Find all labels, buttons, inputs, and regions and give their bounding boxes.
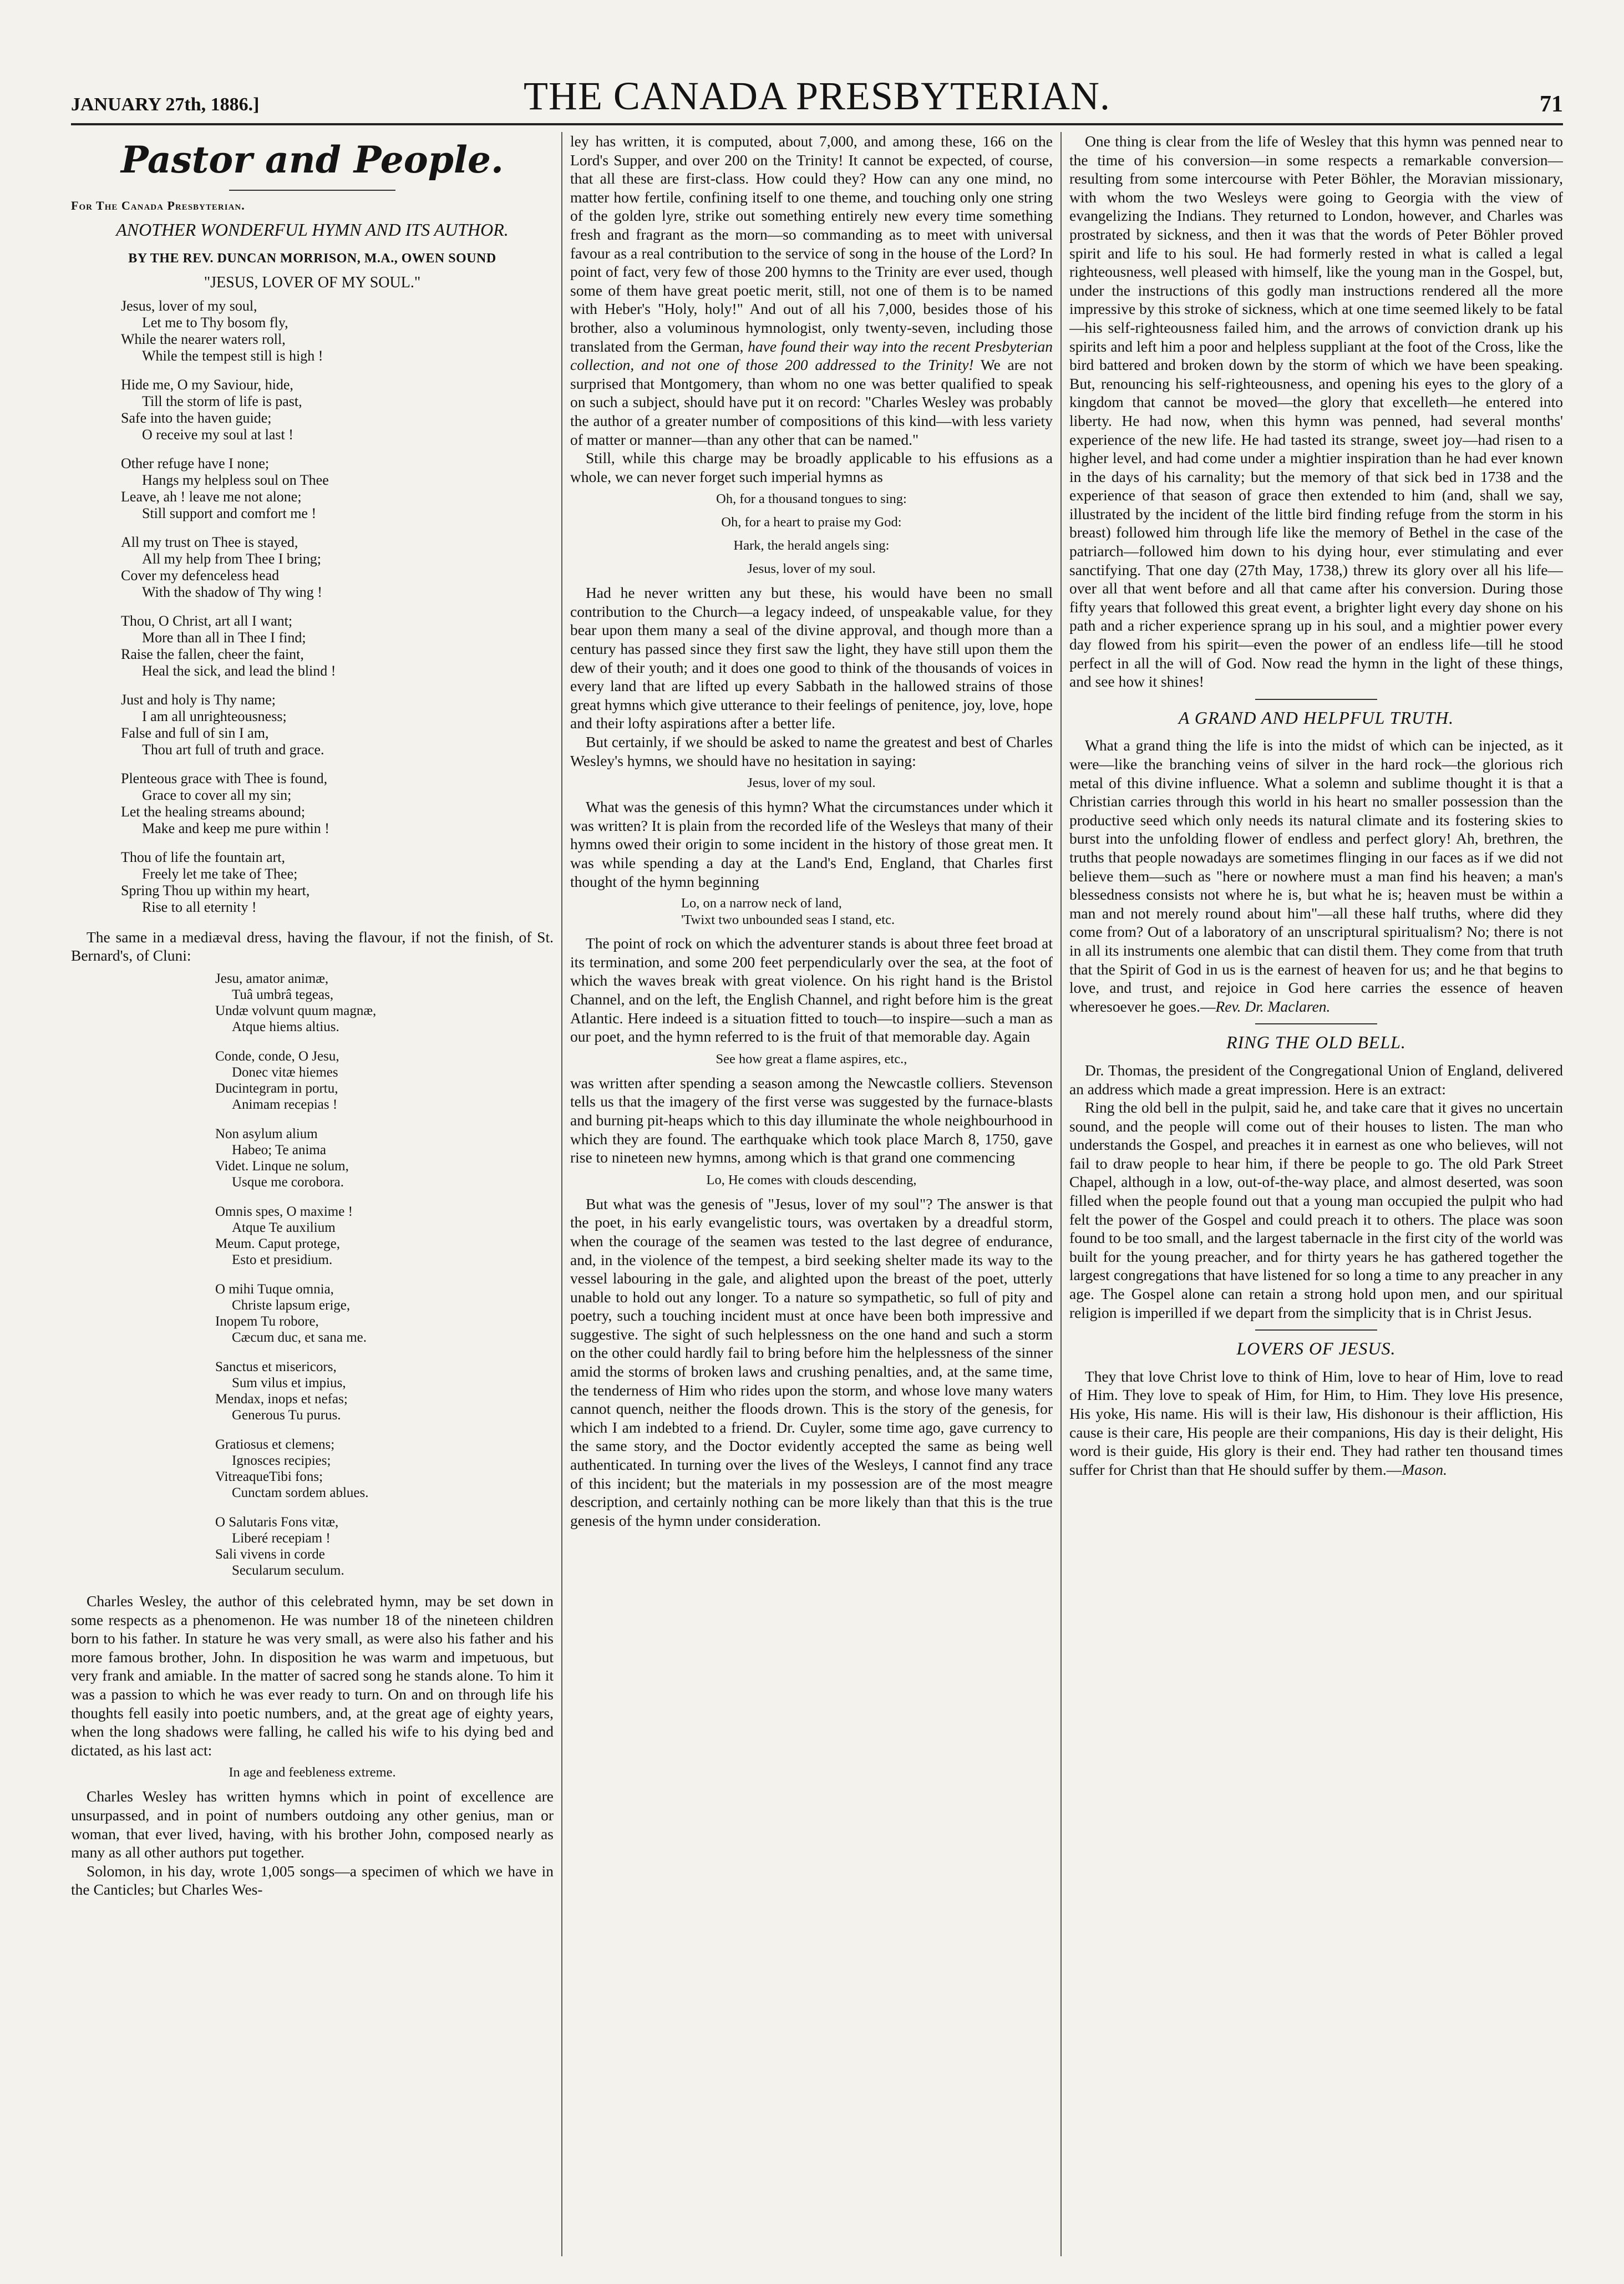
stanza (121, 534, 554, 601)
stanza (215, 1359, 554, 1423)
verse-line: I am all unrighteousness; (142, 708, 287, 724)
verse-line: Non asylum alium (215, 1126, 318, 1141)
verse-line: Let the healing streams abound; (121, 803, 306, 820)
verse-line: Inopem Tu robore, (215, 1313, 319, 1329)
verse-line: Other refuge have I none; (121, 455, 270, 471)
paragraph: But certainly, if we should be asked to name the greatest and best of Charles Wesley's hymns, we should have no hesitation in saying: (570, 733, 1053, 769)
stanza (215, 1048, 554, 1113)
verse-line: Omnis spes, O maxime ! (215, 1204, 353, 1219)
verse-line: Sum vilus et impius, (232, 1375, 346, 1390)
article-heading: LOVERS OF JESUS. (1236, 1338, 1396, 1359)
author-signature: Mason. (1402, 1460, 1448, 1478)
verse-line: Raise the fallen, cheer the faint, (121, 646, 304, 662)
verse-line: All my trust on Thee is stayed, (121, 534, 298, 550)
page-number: 71 (1540, 92, 1563, 117)
verse-line: Spring Thou up within my heart, (121, 882, 310, 899)
verse-line: Let me to Thy bosom fly, (142, 314, 288, 331)
masthead (71, 67, 1563, 128)
stanza (121, 455, 554, 522)
verse-line: Freely let me take of Thee; (142, 865, 298, 882)
italic-text: have found their way into the recent Presbyterian collection, and not one of those 200 addressed to the Trinity! (570, 337, 1053, 374)
paragraph: Ring the old bell in the pulpit, said he, and take care that it gives no uncertain sound, and the people will come out of their houses to listen. The man who understands the Gospel, and preaches it in earnest as one who believes, will not fail to draw people to hear him, if there be people to go. The old Park Street Chapel, although in a low, out-of-the-way place, and almost deserted, was soon filled when the people found out that a young man occupied the pulpit who had felt the power of the Gospel and could preach it to others. The place was soon found to be too small, and the largest tabernacle in the first city of the world was built for the young preacher, and for thirty years he has gathered together the largest congregations that have listened for so long a time to any preacher in any age. The Gospel alone can retain a strong hold upon men, and our spiritual religion is imperilled if we depart from the simplicity that is in Christ Jesus. (1069, 1099, 1563, 1321)
verse-line: Cæcum duc, et sana me. (232, 1329, 367, 1345)
stanza (215, 1281, 554, 1346)
verse-line: Sali vivens in corde (215, 1546, 325, 1562)
latin-stanzas (71, 971, 554, 1579)
latin-intro: The same in a mediæval dress, having the flavour, if not the finish, of St. Bernard's, of Cluni: (71, 928, 554, 965)
verse-line: 'Twixt two unbounded seas I stand, etc. (681, 912, 895, 928)
text-run: They that love Christ love to think of Him, love to hear of Him, love to read of Him. They love to speak of Him, for Him, to Him. They love His presence, His yoke, His name. His will is their law, His dishonour is their affliction, His cause is their care, His people are their companions, His day is their delight, His word is their guide, His glory is their end. They had rather ten thousand times suffer for Christ than that He should suffer by them.— (1069, 1367, 1563, 1478)
paragraph: Dr. Thomas, the president of the Congregational Union of England, delivered an address which made a great impression. Here is an extract: (1069, 1061, 1563, 1098)
article-heading: RING THE OLD BELL. (1226, 1032, 1406, 1053)
column-divider (1060, 132, 1062, 2256)
verse-line: Lo, on a narrow neck of land, (681, 896, 842, 911)
verse-line: With the shadow of Thy wing ! (142, 583, 322, 600)
verse-line: Atque hiems altius. (232, 1019, 339, 1034)
quoted-verse (681, 895, 1053, 928)
paragraph: One thing is clear from the life of Wesley that this hymn was penned near to the time of his conversion—in some respects a remarkable conversion—resulting from some intercourse with Peter Böhler, the Moravian missionary, with whom the two Wesleys were going to Georgia with the view of evangelizing the Indians. They returned to London, however, and Charles was prostrated by sickness, and then it was that the words of Peter Böhler proved spirit and life to his soul. He had formerly rested in what is called a legal righteousness, well pleased with himself, like the young man in the Gospel, but, under the instructions of this godly man instructions rendered all the more impressive by this stroke of sickness, which at one time seemed likely to be fatal—his self-righteousness failed him, and the arrows of conviction drank up his spirits and left him a poor and helpless suppliant at the foot of the Cross, like the bird battered and broken down by the storm of which we have been speaking. But, renouncing his self-righteousness, and opening his eyes to the glory of a kingdom that cannot be moved—the glory that excelleth—he entered into liberty. He had now, when this hymn was penned, had several months' experience of the new life. He had tasted its strange, sweet joy—had risen to a higher level, and had come under a mightier inspiration than he had ever known in the days of his carnality; but the memory of that sick bed in 1738 and the experience of that season of grace then extended to him (and, shall we say, illustrated by the incident of the little bird finding refuge from the storm in his breast) followed him through life like the memory of Bethel in the case of the patriarch—followed him down to his dying hour, ever stimulating and ever sanctifying. That one day (27th May, 1738,) threw its glory over all his life—over all that went before and all that came after his conversion. During those fifty years that followed this great event, a brighter light every day shone on his path and a richer experience sprang up in his soul, and a mightier power every day flowed from his spirit—even the power of an endless life—till he stood perfect in all the will of God. Now read the hymn in the light of these things, and see how it shines! (1069, 133, 1563, 691)
paragraph: Charles Wesley has written hymns which in point of excellence are unsurpassed, and in point of numbers outdoing any other genius, man or woman, that ever lived, having, with his brother John, composed nearly as many as all other authors put together. (71, 1788, 554, 1861)
stanza (215, 1437, 554, 1501)
verse-line: Liberé recepiam ! (232, 1530, 331, 1546)
paragraph: But what was the genesis of "Jesus, lover of my soul"? The answer is that the poet, in his early evangelistic tours, was overtaken by a dreadful storm, when the courage of the seamen was tested to the last degree of endurance, and, in the violence of the tempest, a bird seeking shelter made its way to the vessel labouring in the gale, and alighted upon the breast of the poet, utterly unable to hold out any longer. To a nature so sympathetic, so full of pity and poetry, such a touching incident must at once have been both impressive and suggestive. The sight of such helplessness on the one hand and such a storm on the other could hardly fail to bring before him the helplessness of the sinner amid the storms of broken laws and crushing penalties, and, at the same time, the tenderness of Him who rides upon the storm, and whose love many waters cannot quench, neither the floods drown. This is the story of the genesis, for which I am indebted to a friend. Dr. Cuyler, some time ago, gave currency to the same story, and the Doctor evidently accepted the same as being well authenticated. In turning over the lives of the Wesleys, I cannot find any trace of this incident; but the materials in my possession are of the most meagre description, and certainly nothing can be more likely than that this is the true genesis of the hymn under consideration. (570, 1195, 1053, 1529)
divider (1255, 1023, 1377, 1024)
verse-line: Just and holy is Thy name; (121, 691, 276, 708)
divider (1255, 1329, 1377, 1331)
paragraph: Still, while this charge may be broadly applicable to his effusions as a whole, we can never forget such imperial hymns as (570, 449, 1053, 485)
verse-line: Hide me, O my Saviour, hide, (121, 376, 293, 393)
verse-line: Gratiosus et clemens; (215, 1437, 335, 1452)
verse-line: Heal the sick, and lead the blind ! (142, 662, 336, 679)
paragraph: Solomon, in his day, wrote 1,005 songs—a specimen of which we have in the Canticles; but Charles Wes- (71, 1862, 554, 1899)
stanza (215, 971, 554, 1035)
paragraph: Had he never written any but these, his would have been no small contribution to the Church—a legacy indeed, of unspeakable value, for they bear upon them many a seal of the divine approval, and though more than a century has passed since they first saw the light, they have still upon them the dew of their youth; and it does one good to think of the thousands of voices in every land that are lifted up every Sabbath in the hallowed strains of those great hymns which give utterance to their feelings of penitence, joy, love, hope and their lofty aspirations after a better life. (570, 584, 1053, 732)
verse-line: VitreaqueTibi fons; (215, 1469, 323, 1484)
stanza (121, 770, 554, 837)
verse-line: Usque me corobora. (232, 1174, 344, 1190)
verse-line: Sanctus et misericors, (215, 1359, 337, 1374)
verse-line: Jesus, lover of my soul, (121, 297, 257, 314)
paragraph: Charles Wesley, the author of this celebrated hymn, may be set down in some respects as a phenomenon. He was number 18 of the nineteen children born to his father. In stature he was very small, as were also his father and his more famous brother, John. In disposition he was warm and impetuous, but very frank and amiable. In the matter of sacred song he stands alone. To him it was a passion to which he was ever ready to turn. On and on through life his thoughts fell easily into poetic numbers, and, at the great age of eighty years, when the long shadows were falling, he called his wife to his dying bed and dictated, as his last act: (71, 1592, 554, 1759)
text-run: ley has written, it is computed, about 7,000, and among these, 166 on the Lord's Supper, and over 200 on the Trinity! It cannot be expected, of course, that all these are first-class. How could they? How can any one mind, no matter how fertile, confining itself to one theme, and touching only one string of the golden lyre, strike out something entirely new every time something fresh and fragrant as the morn—so commanding as to meet with universal favour as a real contribution to the service of song in the house of the Lord? In point of fact, very few of those 200 hymns to the Trinity are ever used, though some of them have great poetic merit, still, not one of them is to be named with Heber's "Holy, holy!" And out of all his 7,000, besides those of his brother, also a voluminous hymnologist, only twenty-seven, including those translated from the German, (570, 133, 1053, 355)
column-2 (570, 132, 1053, 2273)
newspaper-title: THE CANADA PRESBYTERIAN. (523, 74, 1111, 118)
stanza (121, 298, 554, 364)
verse-line: Hangs my helpless soul on Thee (142, 471, 329, 488)
verse-line: Make and keep me pure within ! (142, 820, 329, 836)
stanza (121, 849, 554, 916)
quoted-line: Lo, He comes with clouds descending, (706, 1172, 917, 1187)
verse-line: Till the storm of life is past, (142, 393, 302, 409)
verse-line: Generous Tu purus. (232, 1407, 341, 1423)
verse-line: Cover my defenceless head (121, 567, 280, 583)
text-run: We are not surprised that Montgomery, than whom no one was better qualified to speak on such a subject, should have put it on record: "Charles Wesley was probably the author of a greater number of compositions of this kind—with less variety of matter or manner—than any other that can be named." (570, 356, 1053, 448)
column-1 (71, 132, 554, 2273)
verse-line: O Salutaris Fons vitæ, (215, 1514, 339, 1530)
paragraph (1069, 1367, 1563, 1479)
stanza (121, 692, 554, 758)
stanza (121, 613, 554, 679)
verse-line: Esto et presidium. (232, 1252, 333, 1267)
verse-line: Thou of life the fountain art, (121, 849, 286, 865)
masthead-rule (71, 123, 1563, 125)
issue-date: JANUARY 27th, 1886.] (71, 94, 260, 115)
hymn-stanzas (71, 298, 554, 916)
verse-line: Thou, O Christ, art all I want; (121, 612, 293, 629)
quoted-line: Jesus, lover of my soul. (747, 775, 876, 791)
verse-line: Rise to all eternity ! (142, 899, 257, 915)
verse-line: Animam recepias ! (232, 1097, 338, 1112)
verse-line: Cunctam sordem ablues. (232, 1485, 369, 1500)
column-divider (561, 132, 562, 2256)
verse-line: All my help from Thee I bring; (142, 550, 322, 567)
column-3 (1069, 132, 1563, 2273)
verse-line: Meum. Caput protege, (215, 1236, 340, 1251)
quoted-line: Hark, the herald angels sing: (733, 538, 890, 554)
article-title: ANOTHER WONDERFUL HYMN AND ITS AUTHOR. (116, 219, 509, 240)
verse-line: Still support and comfort me ! (142, 505, 317, 521)
paragraph: was written after spending a season among the Newcastle colliers. Stevenson tells us that the imagery of the first verse was suggested by the furnace-blasts and burning pit-heaps which to this day illuminate the whole neighbourhood in which they are found. The earthquake which took place March 8, 1750, gave rise to nineteen new hymns, among which is that grand one commencing (570, 1074, 1053, 1166)
verse-line: Donec vitæ hiemes (232, 1064, 338, 1080)
verse-line: Ducintegram in portu, (215, 1080, 338, 1096)
paragraph: The point of rock on which the adventurer stands is about three feet broad at its termination, and some 200 feet perpendicularly over the sea, at the foot of which the waves break with great violence. On his right hand is the Bristol Channel, and on the left, the English Channel, and right before him is the great Atlantic. Here indeed is a situation fitted to touch—to inspire—such a man as our poet, and the hymn referred to is the fruit of that memorable day. Again (570, 935, 1053, 1045)
verse-line: Mendax, inops et nefas; (215, 1391, 348, 1407)
divider (229, 190, 395, 191)
author-signature: Rev. Dr. Maclaren. (1215, 997, 1331, 1015)
paragraph: What was the genesis of this hymn? What the circumstances under which it was written? It is plain from the recorded life of the Wesleys that many of their hymns owed their origin to some incident in the history of those great men. It was while spending a day at the Land's End, England, that Charles first thought of the hymn beginning (570, 798, 1053, 890)
verse-line: False and full of sin I am, (121, 724, 269, 741)
divider (1255, 699, 1377, 700)
verse-line: Jesu, amator animæ, (215, 971, 329, 986)
verse-line: More than all in Thee I find; (142, 629, 306, 646)
quoted-line: Oh, for a thousand tongues to sing: (716, 491, 907, 507)
section-heading: Pastor and People. (121, 138, 504, 181)
article-heading: A GRAND AND HELPFUL TRUTH. (1178, 707, 1454, 728)
source-line: For The Canada Presbyterian. (71, 199, 245, 212)
verse-line: Conde, conde, O Jesu, (215, 1048, 339, 1064)
verse-line: O mihi Tuque omnia, (215, 1281, 334, 1297)
verse-line: While the tempest still is high ! (142, 347, 323, 364)
verse-line: Plenteous grace with Thee is found, (121, 770, 328, 786)
text-run: What a grand thing the life is into the midst of which can be injected, as it were—like the branching veins of silver in the hard rock—the glorious rich metal of this divine influence. What a solemn and sublime thought it is that a Christian carries through this world in his heart no smaller possession than the productive seed which only needs its natural climate and its fostering skies to burst into the unfolding flower of endless and perfect glory! Ah, brethren, the truths that people nowadays are sometimes flinging in our faces as if we did not believe them—such as "here or nowhere must a man find his heaven; a man's blessedness consists not where he is, but what he is; heaven must be within a man and not merely round about him"—all these half truths, where did they come from? Out of a laboratory of an unscriptural spiritualism? No; there is not in all its instruments one alembic that can distil them. They come from that truth that the Spirit of God in us is the earnest of heaven for us; and he that begins to love, and trust, and rejoice in God here carries the essence of heaven wheresoever he goes.— (1069, 737, 1563, 1015)
verse-line: Atque Te auxilium (232, 1220, 336, 1235)
stanza (121, 377, 554, 443)
verse-line: Christe lapsum erige, (232, 1297, 351, 1313)
quoted-line: Jesus, lover of my soul. (747, 561, 876, 577)
verse-line: Safe into the haven guide; (121, 409, 272, 426)
hymn-title: "JESUS, LOVER OF MY SOUL." (204, 274, 421, 292)
verse-line: Ignosces recipies; (232, 1453, 331, 1468)
quoted-line: See how great a flame aspires, etc., (715, 1051, 907, 1067)
verse-line: Habeo; Te anima (232, 1142, 326, 1158)
paragraph (570, 132, 1053, 449)
verse-line: Undæ volvunt quum magnæ, (215, 1003, 377, 1018)
verse-line: Tuâ umbrâ tegeas, (232, 987, 334, 1002)
verse-line: Leave, ah ! leave me not alone; (121, 488, 302, 505)
quoted-line: Oh, for a heart to praise my God: (721, 515, 902, 530)
verse-line: Videt. Linque ne solum, (215, 1158, 349, 1174)
stanza (215, 1204, 554, 1268)
paragraph (1069, 736, 1563, 1016)
verse-line: Grace to cover all my sin; (142, 786, 292, 803)
verse-line: O receive my soul at last ! (142, 426, 293, 443)
quoted-line: In age and feebleness extreme. (229, 1765, 396, 1780)
article-byline: BY THE REV. DUNCAN MORRISON, M.A., OWEN SOUND (128, 251, 496, 266)
stanza (215, 1514, 554, 1579)
stanza (215, 1126, 554, 1190)
verse-line: While the nearer waters roll, (121, 331, 286, 347)
verse-line: Thou art full of truth and grace. (142, 741, 324, 758)
verse-line: Secularum seculum. (232, 1562, 344, 1578)
